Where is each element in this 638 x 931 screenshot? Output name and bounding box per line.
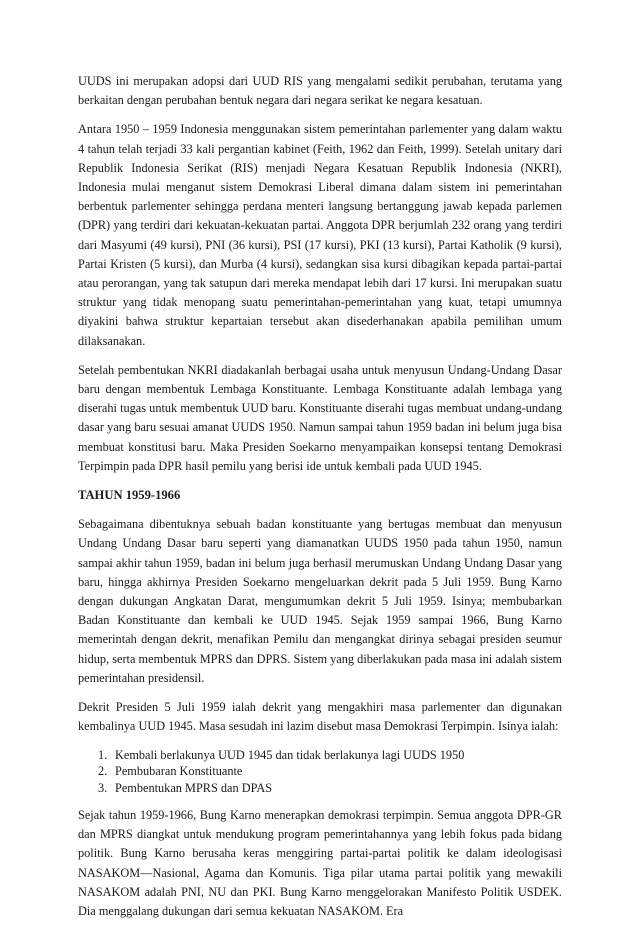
list-item — [78, 763, 562, 780]
list-number: 1. — [98, 747, 108, 762]
list-text: Pembubaran Konstituante — [115, 764, 243, 778]
paragraph-guided-democracy: Sejak tahun 1959-1966, Bung Karno menerapkan demokrasi terpimpin. Semua anggota DPR-GR dan MPRS diangkat untuk mendukung program pemerintahannya yang lebih fokus pada bidang politik. Bung Karno berusaha keras menggiring partai-partai politik ke dalam ideologisasi NASAKOM—Nasional, Agama dan Komunis. Tiga pilar utama partai politik yang mewakili NASAKOM adalah PNI, NU dan PKI. Bung Karno menggelorakan Manifesto Politik USDEK. Dia menggalang dukungan dari semua kekuatan NASAKOM. Era — [78, 808, 562, 919]
paragraph-parliamentary-era: Antara 1950 – 1959 Indonesia menggunakan sistem pemerintahan parlementer yang dalam waktu 4 tahun telah terjadi 33 kali pergantian kabinet (Feith, 1962 dan Feith, 1999). Setelah unitary dari Republik Indonesia Serikat (RIS) menjadi Negara Kesatuan Republik Indonesia (NKRI), Indonesia mulai menganut sistem Demokrasi Liberal dimana dalam sistem ini pemerintahan berbentuk parlementer sehingga perdana menteri langsung bertanggung jawab kepada parlemen (DPR) yang terdiri dari kekuatan-kekuatan partai. Anggota DPR berjumlah 232 orang yang terdiri dari Masyumi (49 kursi), PNI (36 kursi), PSI (17 kursi), PKI (13 kursi), Partai Katholik (9 kursi), Partai Kristen (5 kursi), dan Murba (4 kursi), sedangkan sisa kursi dibagikan kepada partai-partai atau perorangan, yang tak satupun dari mereka mendapat lebih dari 17 kursi. Ini merupakan suatu struktur yang tidak menopang suatu pemerintahan-pemerintahan yang kuat, tetapi umumnya diyakini bahwa struktur kepartaian tersebut akan disederhanakan apabila pemilihan umum dilaksanakan. — [78, 122, 562, 348]
paragraph-uuds-adoption: UUDS ini merupakan adopsi dari UUD RIS yang mengalami sedikit perubahan, terutama yang berkaitan dengan perubahan bentuk negara dari negara serikat ke negara kesatuan. — [78, 74, 562, 108]
decree-list — [78, 747, 562, 797]
document-page — [78, 72, 562, 931]
paragraph-dekrit-definition: Dekrit Presiden 5 Juli 1959 ialah dekrit yang mengakhiri masa parlementer dan digunakan kembalinya UUD 1945. Masa sesudah ini lazim disebut masa Demokrasi Terpimpin. Isinya ialah: — [78, 700, 562, 734]
section-heading: TAHUN 1959-1966 — [78, 488, 181, 503]
paragraph-konstituante: Setelah pembentukan NKRI diadakanlah berbagai usaha untuk menyusun Undang-Undang Dasar baru dengan membentuk Lembaga Konstituante. Lembaga Konstituante adalah lembaga yang diserahi tugas untuk membentuk UUD baru. Konstituante diserahi tugas membuat undang-undang dasar yang baru sesuai amanat UUDS 1950. Namun sampai tahun 1959 badan ini belum juga bisa membuat konstitusi baru. Maka Presiden Soekarno menyampaikan konsepsi tentang Demokrasi Terpimpin pada DPR hasil pemilu yang berisi ide untuk kembali pada UUD 1945. — [78, 362, 562, 473]
list-item — [78, 780, 562, 797]
paragraph-dekrit-background: Sebagaimana dibentuknya sebuah badan konstituante yang bertugas membuat dan menyusun Undang Undang Dasar baru seperti yang diamanatkan UUDS 1950 pada tahun 1950, namun sampai akhir tahun 1959, badan ini belum juga berhasil merumuskan Undang Undang Dasar yang baru, hingga akhirnya Presiden Soekarno mengeluarkan dekrit pada 5 Juli 1959. Bung Karno dengan dukungan Angkatan Darat, mengumumkan dekrit 5 Juli 1959. Isinya; membubarkan Badan Konstituante dan kembali ke UUD 1945. Sejak 1959 sampai 1966, Bung Karno memerintah dengan dekrit, menafikan Pemilu dan mengangkat dirinya sebagai presiden seumur hidup, serta membentuk MPRS dan DPRS. Sistem yang diberlakukan pada masa ini adalah sistem pemerintahan presidensil. — [78, 517, 562, 685]
list-text: Kembali berlakunya UUD 1945 dan tidak berlakunya lagi UUDS 1950 — [115, 747, 465, 762]
list-number: 3. — [98, 780, 108, 795]
list-number: 2. — [98, 764, 108, 778]
list-text: Pembentukan MPRS dan DPAS — [115, 780, 273, 795]
list-item — [78, 747, 562, 764]
